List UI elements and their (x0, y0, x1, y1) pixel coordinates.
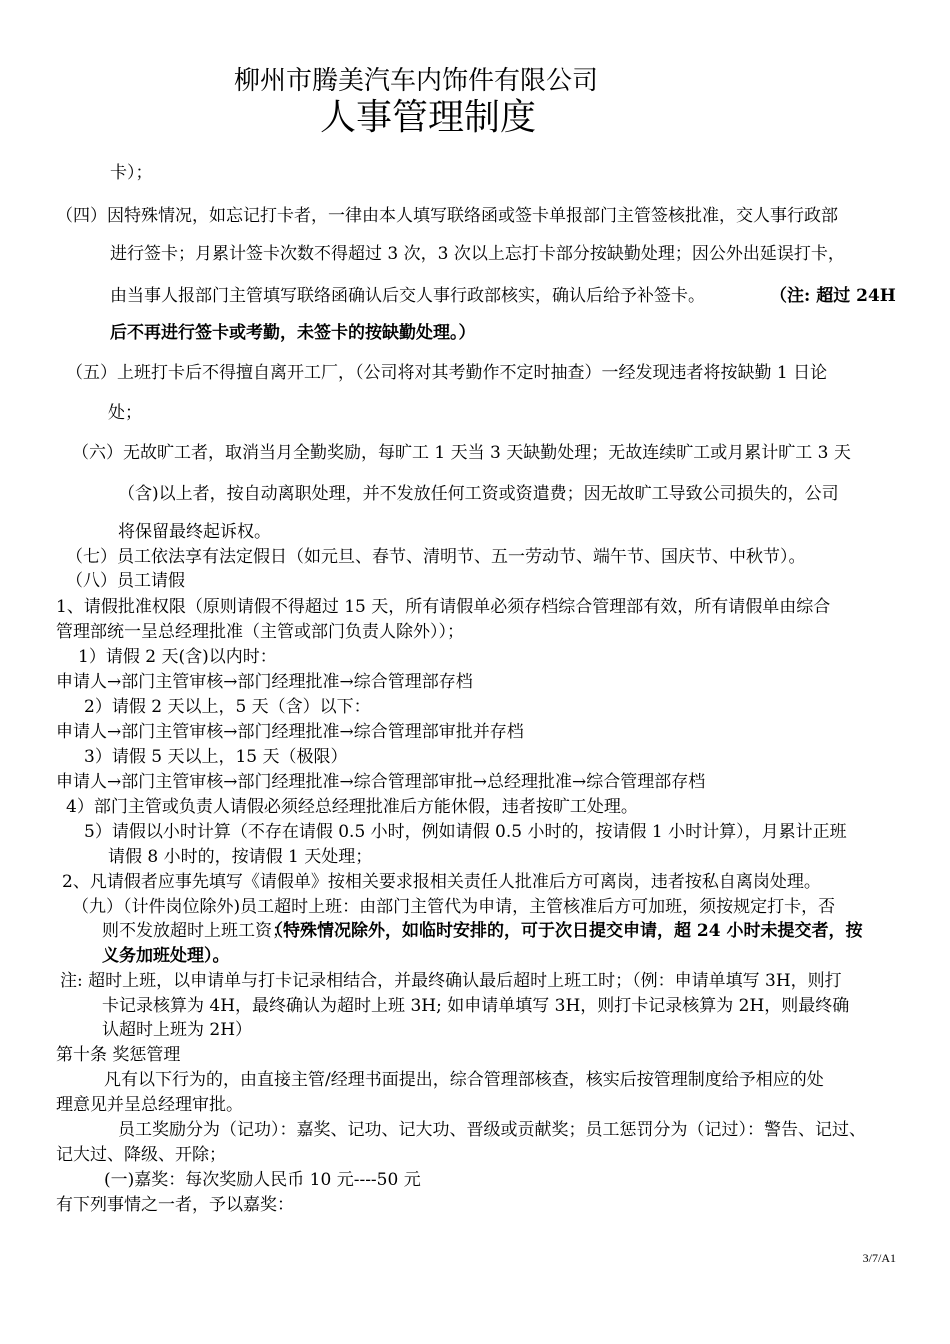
text-line-bold: 后不再进行签卡或考勤，未签卡的按缺勤处理。） (110, 323, 476, 343)
text-line: （六）无故旷工者，取消当月全勤奖励，每旷工 1 天当 3 天缺勤处理；无故连续旷工或月累计旷工 3 天 (72, 443, 851, 463)
text-line: （含)以上者，按自动离职处理，并不发放任何工资或资遣费；因无故旷工导致公司损失的，公司 (118, 484, 839, 504)
text-line: 2）请假 2 天以上，5 天（含）以下： (84, 697, 371, 717)
text-line: 2、凡请假者应事先填写《请假单》按相关要求报相关责任人批准后方可离岗，违者按私自离岗处理。 (62, 872, 821, 892)
text-line-bold: 义务加班处理）。 (102, 946, 230, 966)
text-line: （四）因特殊情况，如忘记打卡者，一律由本人填写联络函或签卡单报部门主管签核批准，交人事行政部 (56, 206, 838, 226)
document-title: 人事管理制度 (320, 97, 537, 138)
text-line: （五）上班打卡后不得擅自离开工厂，（公司将对其考勤作不定时抽查）一经发现违者将按缺勤 1 日论 (66, 363, 828, 383)
text-line: 理意见并呈总经理审批。 (56, 1095, 243, 1115)
text-line: 管理部统一呈总经理批准（主管或部门负责人除外））； (56, 622, 464, 642)
text-line: 申请人→部门主管审核→部门经理批准→综合管理部存档 (56, 672, 473, 692)
text-line: 员工奖励分为（记功）：嘉奖、记功、记大功、晋级或贡献奖；员工惩罚分为（记过）：警告、记过、 (118, 1120, 866, 1140)
text-line: 申请人→部门主管审核→部门经理批准→综合管理部审批→总经理批准→综合管理部存档 (56, 772, 706, 792)
text-line: 注: 超时上班，以申请单与打卡记录相结合，并最终确认最后超时上班工时；（例：申请单填写 3H，则打 (60, 971, 842, 991)
text-line: (一)嘉奖：每次奖励人民币 10 元----50 元 (104, 1170, 421, 1190)
text-line: 4）部门主管或负责人请假必须经总经理批准后方能休假，违者按旷工处理。 (66, 797, 638, 817)
text-line: 卡）； (110, 163, 153, 183)
text-line: 认超时上班为 2H） (102, 1020, 253, 1040)
text-line: 记大过、降级、开除； (56, 1145, 226, 1165)
text-line: 有下列事情之一者，予以嘉奖： (56, 1195, 294, 1215)
company-name: 柳州市腾美汽车内饰件有限公司 (234, 66, 599, 96)
text-line: 请假 8 小时的，按请假 1 天处理； (108, 847, 373, 867)
page-number: 3/7/A1 (862, 1251, 896, 1265)
text-line: 卡记录核算为 4H，最终确认为超时上班 3H; 如申请单填写 3H，则打卡记录核算为 2H，则最终确 (102, 996, 850, 1016)
section-heading: 第十条 奖惩管理 (56, 1045, 181, 1065)
text-line: （八）员工请假 (66, 571, 185, 591)
text-line: 由当事人报部门主管填写联络函确认后交人事行政部核实，确认后给予补签卡。 (110, 286, 705, 306)
text-line: 5）请假以小时计算（不存在请假 0.5 小时，例如请假 0.5 小时的，按请假 1 小时计算），月累计正班 (84, 822, 847, 842)
text-line: （九）（计件岗位除外)员工超时上班：由部门主管代为申请，主管核准后方可加班，须按规定打卡，否 (72, 897, 836, 917)
text-line: 3）请假 5 天以上，15 天（极限） (84, 747, 348, 767)
text-line: 申请人→部门主管审核→部门经理批准→综合管理部审批并存档 (56, 722, 524, 742)
text-line: 凡有以下行为的，由直接主管/经理书面提出，综合管理部核查，核实后按管理制度给予相应的处 (104, 1070, 824, 1090)
text-line: 将保留最终起诉权。 (118, 522, 271, 542)
text-line: 则不发放超时上班工资； (102, 921, 289, 941)
text-line-bold: （特殊情况除外，如临时安排的，可于次日提交申请，超 24 小时未提交者，按 (266, 921, 863, 941)
text-line: 进行签卡；月累计签卡次数不得超过 3 次，3 次以上忘打卡部分按缺勤处理；因公外出延误打卡， (110, 244, 845, 264)
text-line-bold: （注: 超过 24H (770, 286, 896, 306)
text-line: （七）员工依法享有法定假日（如元旦、春节、清明节、五一劳动节、端午节、国庆节、中秋节）。 (66, 547, 806, 567)
text-line: 1）请假 2 天(含)以内时： (78, 647, 277, 667)
text-line: 1、请假批准权限（原则请假不得超过 15 天，所有请假单必须存档综合管理部有效，所有请假单由综合 (56, 597, 831, 617)
text-line: 处； (108, 403, 142, 423)
